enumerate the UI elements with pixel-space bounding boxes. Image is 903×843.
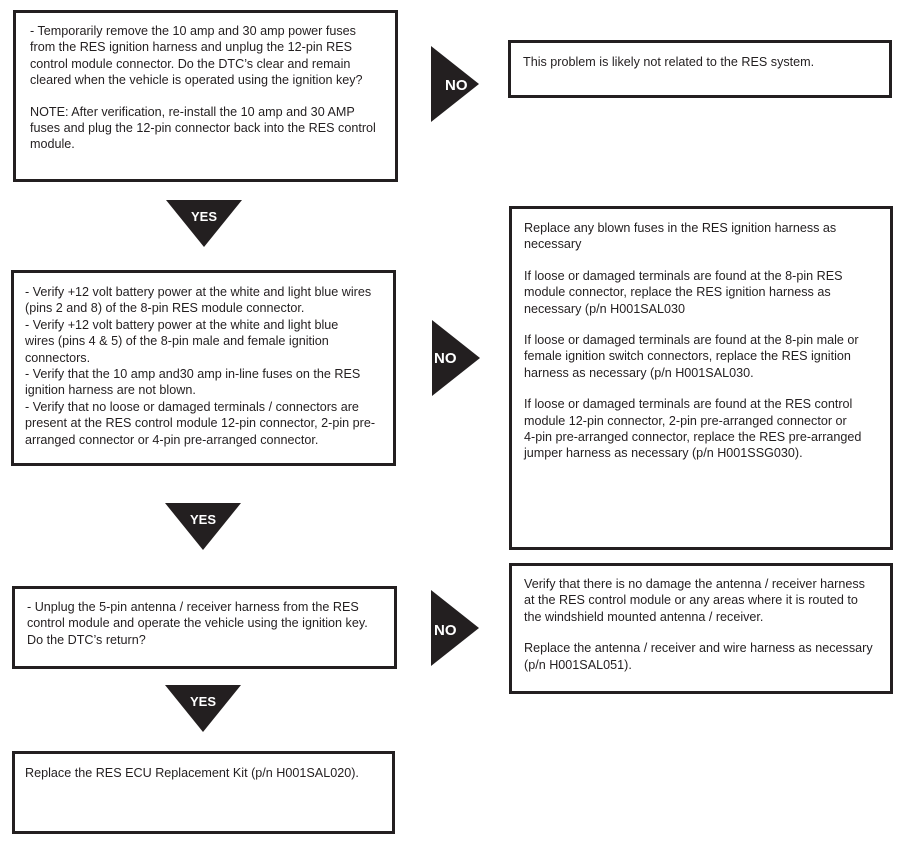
no-label: NO xyxy=(434,350,457,367)
no-label: NO xyxy=(434,622,457,639)
result-text: Replace the RES ECU Replacement Kit (p/n H001SAL020). xyxy=(25,766,359,780)
question-box-verify-power xyxy=(11,270,396,466)
result-box-replace-ecu-kit xyxy=(12,751,395,834)
question-box-fuses-removed xyxy=(13,10,398,182)
note-text: NOTE: After verification, re-install the 10 amp and 30 AMP fuses and plug the 12-pin connector back into the RES control module. xyxy=(30,104,376,152)
result-text: If loose or damaged terminals are found at the 8-pin male or female ignition switch connectors, replace the RES ignition harness as necessary (p/n H001SAL030. xyxy=(524,333,859,380)
result-box-not-res-related xyxy=(508,40,892,98)
question-text: - Unplug the 5-pin antenna / receiver harness from the RES control module and operate the vehicle using the ignition key. Do the DTC’s return? xyxy=(27,600,368,647)
no-arrow-1 xyxy=(431,46,481,122)
yes-label: YES xyxy=(189,694,217,709)
no-arrow-2 xyxy=(432,320,482,396)
result-text: This problem is likely not related to the RES system. xyxy=(523,55,815,69)
yes-label: YES xyxy=(189,512,217,527)
question-text: - Verify +12 volt battery power at the white and light blue wires (pins 2 and 8) of the 8-pin RES module connector. - Verify +12 volt battery power at the white and light blue wires (pins 4 & 5) of the 8-pin male and female ignition connectors. - Verify that the 10 amp and30 amp in-line fuses on the RES ignition harness are not blown. - Verify that no loose or damaged terminals / connectors are present at the RES control module 12-pin connector, 2-pin pre- arranged connector or 4-pin pre-arranged connector. xyxy=(25,285,376,447)
result-text: If loose or damaged terminals are found at the RES control module 12-pin connector, 2-pin pre-arranged connector or 4-pin pre-arranged connector, replace the RES pre-arranged jumper harness as necessary (p/n H001SSG030). xyxy=(524,397,862,461)
result-box-replace-harness xyxy=(509,206,893,550)
yes-arrow-3 xyxy=(165,685,241,733)
result-text: If loose or damaged terminals are found at the 8-pin RES module connector, replace the RES ignition harness as necessary (p/n H001SAL030 xyxy=(524,268,843,316)
yes-arrow-1 xyxy=(166,200,242,248)
yes-arrow-2 xyxy=(165,503,241,551)
question-text: - Temporarily remove the 10 amp and 30 amp power fuses from the RES ignition harness and unplug the 12-pin RES control module connector. Do the DTC’s clear and remain cleared when the vehicle is operated using the ignition key? xyxy=(30,24,363,88)
result-text: Verify that there is no damage the antenna / receiver harness at the RES control module or any areas where it is routed to the windshield mounted antenna / receiver. xyxy=(524,577,865,624)
result-box-antenna-harness xyxy=(509,563,893,694)
question-box-unplug-antenna xyxy=(12,586,397,669)
no-arrow-3 xyxy=(431,590,481,666)
no-label: NO xyxy=(445,77,468,94)
result-text: Replace any blown fuses in the RES ignition harness as necessary xyxy=(524,221,837,252)
result-text: Replace the antenna / receiver and wire harness as necessary (p/n H001SAL051). xyxy=(524,641,873,672)
yes-label: YES xyxy=(190,209,218,224)
